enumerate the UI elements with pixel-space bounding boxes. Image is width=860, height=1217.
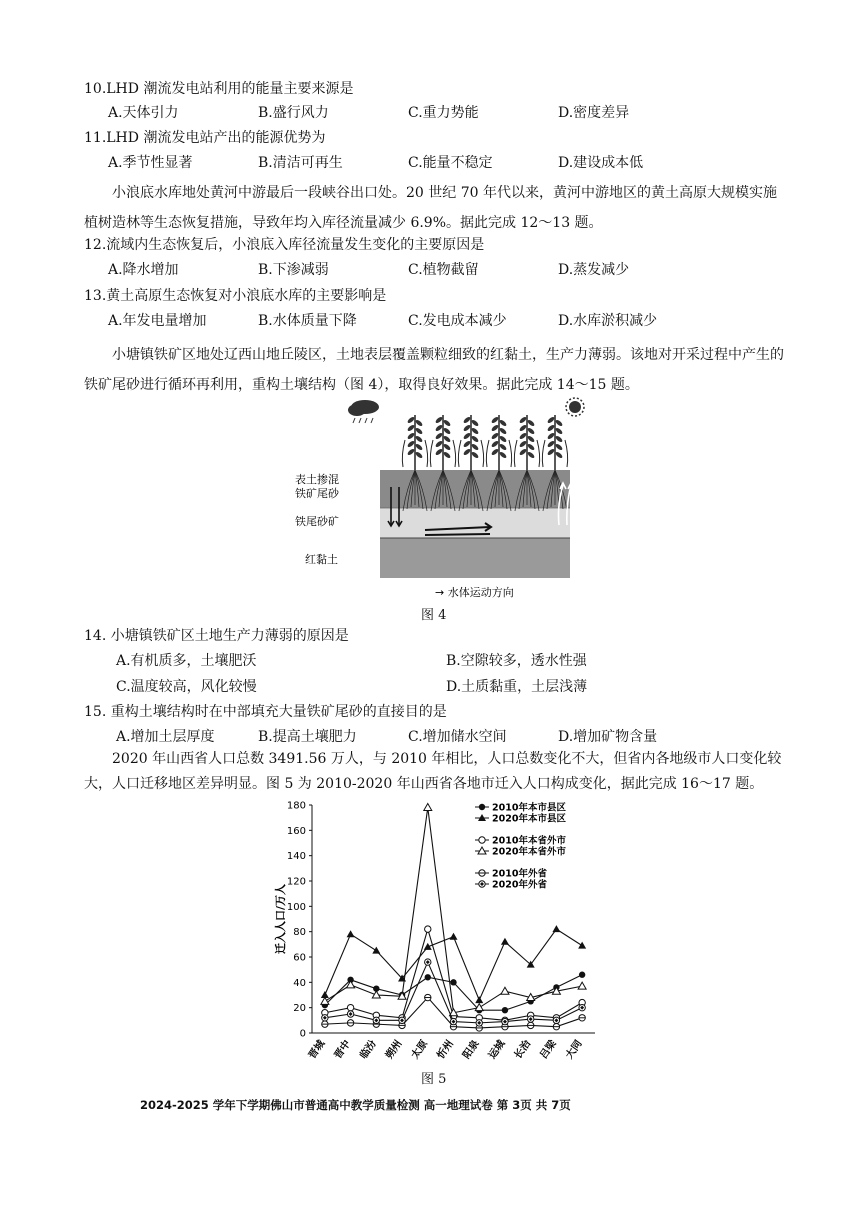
data-point — [475, 996, 483, 1003]
question-13-stem: 13.黄土高原生态恢复对小浪底水库的主要影响是 — [84, 288, 387, 304]
q11-option-b: B.清洁可再生 — [258, 155, 343, 171]
plant — [430, 415, 455, 511]
question-14-stem: 14. 小塘镇铁矿区土地生产力薄弱的原因是 — [84, 628, 349, 644]
legend-entry — [475, 868, 547, 880]
data-point — [322, 1021, 328, 1027]
red-clay-layer — [380, 538, 570, 578]
page-footer: 2024-2025 学年下学期佛山市普通高中教学质量检测 高一地理试卷 第 3页 共 7页 — [140, 1098, 571, 1112]
data-point — [552, 925, 560, 932]
figure-4-caption: 图 4 — [421, 608, 447, 623]
data-point — [424, 804, 432, 811]
q10-option-d: D.密度差异 — [558, 105, 630, 121]
q11-option-d: D.建设成本低 — [558, 155, 644, 171]
legend-label: 2010年本省外市 — [492, 835, 566, 847]
data-point — [399, 1017, 405, 1023]
data-point — [501, 987, 509, 994]
q11-option-a: A.季节性显著 — [108, 155, 193, 171]
legend-label: 2010年本市县区 — [492, 802, 566, 814]
data-point — [527, 1022, 533, 1028]
data-point — [579, 1015, 585, 1021]
y-tick-label: 100 — [286, 901, 306, 913]
q13-option-b: B.水体质量下降 — [258, 313, 357, 329]
q10-option-c: C.重力势能 — [408, 105, 479, 121]
series-1 — [321, 925, 586, 1003]
data-point — [425, 926, 431, 932]
figure-5-caption: 图 5 — [421, 1072, 447, 1087]
y-tick-label: 40 — [293, 977, 306, 989]
sun-icon — [566, 398, 584, 416]
figure-4-legend: → 水体运动方向 — [435, 586, 514, 599]
layer-label-2: 铁尾砂矿 — [295, 515, 339, 528]
q13-option-c: C.发电成本减少 — [408, 313, 507, 329]
q10-option-a: A.天体引力 — [108, 105, 179, 121]
data-point — [578, 942, 586, 949]
data-point — [347, 1004, 353, 1010]
x-tick-label: 长治 — [512, 1038, 534, 1062]
q13-option-d: D.水库淤积减少 — [558, 313, 658, 329]
data-point — [372, 947, 380, 954]
q14-option-a: A.有机质多，土壤肥沃 — [116, 653, 257, 669]
figure-4-soil-diagram — [285, 395, 605, 605]
data-point — [501, 938, 509, 945]
q14-option-b: B.空隙较多，透水性强 — [446, 653, 587, 669]
q14-option-c: C.温度较高，风化较慢 — [116, 679, 257, 695]
series-0 — [322, 972, 586, 1014]
data-point — [450, 1018, 456, 1024]
data-point — [321, 997, 329, 1004]
q12-option-b: B.下渗减弱 — [258, 262, 329, 278]
q12-option-d: D.蒸发减少 — [558, 262, 630, 278]
q10-option-b: B.盛行风力 — [258, 105, 329, 121]
layer-label-3: 红黏土 — [305, 553, 338, 566]
x-tick-label: 阳泉 — [461, 1038, 482, 1062]
plant — [542, 415, 567, 511]
q15-option-d: D.增加矿物含量 — [558, 729, 658, 745]
q11-option-c: C.能量不稳定 — [408, 155, 493, 171]
q15-option-b: B.提高土壤肥力 — [258, 729, 357, 745]
x-tick-label: 大同 — [564, 1038, 585, 1062]
y-tick-label: 140 — [286, 851, 306, 863]
data-point — [450, 933, 458, 940]
legend-label: 2020年本市县区 — [492, 813, 566, 825]
layer-label-1: 表土掺混 — [295, 473, 339, 486]
passage-14-15: 小塘镇铁矿区地处辽西山地丘陵区，土地表层覆盖颗粒细致的红黏土，生产力薄弱。该地对开采过程中产生的铁矿尾砂进行循环再利用，重构土壤结构（图 4），取得良好效果。据此完成 14～15 题。 — [84, 347, 784, 393]
data-point — [424, 943, 432, 950]
q12-option-a: A.降水增加 — [108, 262, 179, 278]
data-point — [579, 972, 585, 978]
plant — [514, 415, 539, 511]
legend-entry — [475, 802, 566, 814]
y-tick-label: 0 — [299, 1028, 306, 1040]
x-tick-label: 太原 — [409, 1038, 431, 1062]
figure-5-migration-chart — [270, 795, 610, 1065]
question-15-stem: 15. 重构土壤结构时在中部填充大量铁矿尾砂的直接目的是 — [84, 704, 447, 720]
question-11-stem: 11.LHD 潮流发电站产出的能源优势为 — [84, 130, 326, 146]
legend-entry — [475, 813, 566, 825]
legend-label: 2020年外省 — [492, 879, 547, 891]
x-tick-label: 晋城 — [306, 1038, 328, 1062]
data-point — [553, 1017, 559, 1023]
plant — [486, 415, 511, 511]
data-point — [479, 804, 485, 810]
data-point — [479, 870, 485, 876]
data-point — [553, 1023, 559, 1029]
x-tick-label: 晋中 — [332, 1038, 354, 1062]
data-point — [479, 881, 485, 887]
data-point — [322, 1015, 328, 1021]
data-point — [578, 982, 586, 989]
y-tick-label: 120 — [286, 876, 306, 888]
data-point — [527, 1016, 533, 1022]
rain-cloud-icon — [348, 400, 379, 423]
q14-option-d: D.土质黏重，土层浅薄 — [446, 679, 588, 695]
y-tick-label: 180 — [286, 800, 306, 812]
data-point — [476, 1020, 482, 1026]
data-point — [347, 1011, 353, 1017]
y-tick-label: 80 — [293, 927, 306, 939]
legend-label: 2010年外省 — [492, 868, 547, 880]
x-tick-label: 吕梁 — [538, 1038, 559, 1062]
plant — [458, 415, 483, 511]
legend-entry — [475, 879, 547, 891]
data-point — [450, 979, 456, 985]
x-tick-label: 朔州 — [384, 1038, 405, 1062]
data-point — [502, 1007, 508, 1013]
data-point — [502, 1018, 508, 1024]
data-point — [425, 994, 431, 1000]
data-point — [425, 959, 431, 965]
legend-entry — [475, 835, 566, 847]
data-point — [425, 974, 431, 980]
q15-option-c: C.增加储水空间 — [408, 729, 507, 745]
x-tick-label: 临汾 — [358, 1038, 379, 1062]
q15-option-a: A.增加土层厚度 — [116, 729, 215, 745]
legend-label: 2020年本省外市 — [492, 846, 566, 858]
data-point — [479, 837, 485, 843]
layer-label-1b: 铁矿尾砂 — [295, 487, 339, 500]
q13-option-a: A.年发电量增加 — [108, 313, 207, 329]
data-point — [373, 1017, 379, 1023]
y-axis-label: 迁入人口/万人 — [274, 883, 287, 955]
q12-option-c: C.植物截留 — [408, 262, 479, 278]
x-tick-label: 忻州 — [435, 1038, 456, 1062]
passage-12-13: 小浪底水库地处黄河中游最后一段峡谷出口处。20 世纪 70 年代以来，黄河中游地区的黄土高原大规模实施植树造林等生态恢复措施，导致年均入库径流量减少 6.9%。据此完成 12～13 题。 — [84, 185, 777, 231]
question-10-stem: 10.LHD 潮流发电站利用的能量主要来源是 — [84, 81, 354, 97]
x-tick-label: 运城 — [486, 1038, 508, 1062]
legend-entry — [475, 846, 566, 858]
data-point — [579, 1004, 585, 1010]
passage-16-17: 2020 年山西省人口总数 3491.56 万人，与 2010 年相比，人口总数变化不大，但省内各地级市人口变化较大，人口迁移地区差异明显。图 5 为 2010-2020 年山西省各地市迁入人口构成变化，据此完成 16～17 题。 — [84, 751, 782, 792]
data-point — [347, 930, 355, 937]
y-tick-label: 160 — [286, 825, 306, 837]
plant — [402, 415, 427, 511]
data-point — [347, 1020, 353, 1026]
y-tick-label: 60 — [293, 952, 306, 964]
y-tick-label: 20 — [293, 1003, 306, 1015]
question-12-stem: 12.流域内生态恢复后，小浪底入库径流量发生变化的主要原因是 — [84, 237, 485, 253]
data-point — [372, 991, 380, 998]
